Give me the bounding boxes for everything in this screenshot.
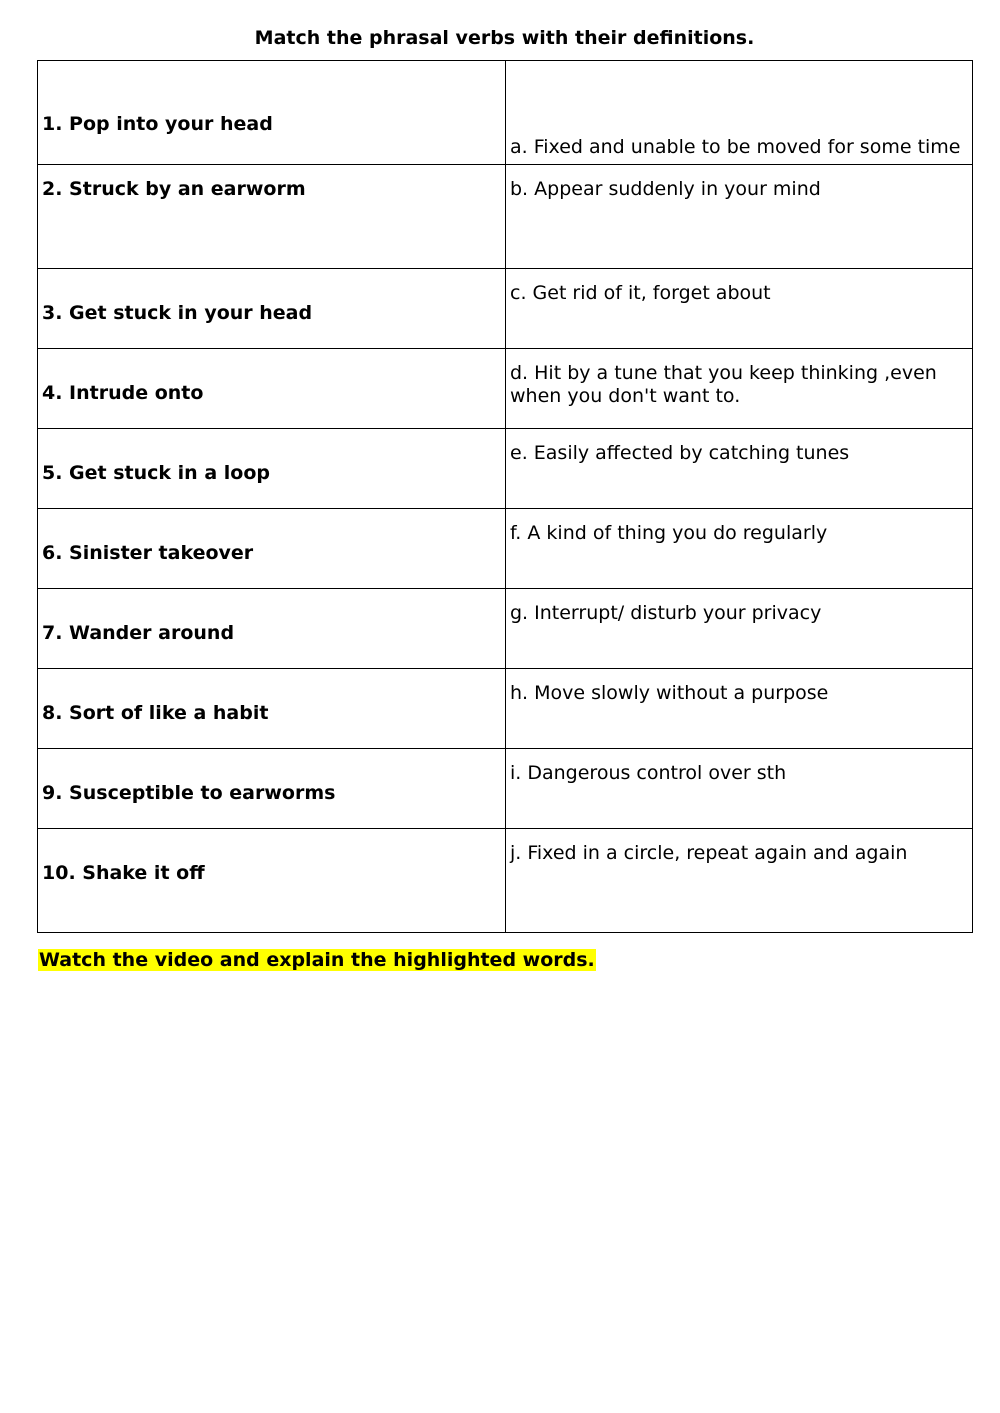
phrasal-verb-cell: 1. Pop into your head [38,61,506,165]
table-row [38,165,973,269]
phrasal-verb-cell: 8. Sort of like a habit [38,669,506,749]
table-row [38,509,973,589]
phrasal-verb-cell: 5. Get stuck in a loop [38,429,506,509]
highlighted-instruction [38,947,596,973]
definition-cell: c. Get rid of it, forget about [506,269,973,349]
instruction-text: Watch the video and explain the highlighted words. [39,949,595,971]
phrasal-verb-cell: 6. Sinister takeover [38,509,506,589]
table-row [38,61,973,165]
table-row [38,349,973,429]
definition-cell: b. Appear suddenly in your mind [506,165,973,269]
table-row [38,589,973,669]
phrasal-verb-cell: 10. Shake it off [38,829,506,933]
table-row [38,429,973,509]
definition-cell: g. Interrupt/ disturb your privacy [506,589,973,669]
definition-cell: j. Fixed in a circle, repeat again and again [506,829,973,933]
matching-table [37,60,973,933]
phrasal-verb-cell: 9. Susceptible to earworms [38,749,506,829]
phrasal-verb-cell: 3. Get stuck in your head [38,269,506,349]
definition-cell: f. A kind of thing you do regularly [506,509,973,589]
phrasal-verb-cell: 2. Struck by an earworm [38,165,506,269]
definition-cell: i. Dangerous control over sth [506,749,973,829]
table-row [38,749,973,829]
definition-cell: d. Hit by a tune that you keep thinking ,even when you don't want to. [506,349,973,429]
worksheet-title: Match the phrasal verbs with their definitions. [254,27,755,49]
table-row [38,829,973,933]
definition-cell: h. Move slowly without a purpose [506,669,973,749]
definition-cell: a. Fixed and unable to be moved for some time [506,61,973,165]
phrasal-verb-cell: 7. Wander around [38,589,506,669]
table-row [38,669,973,749]
phrasal-verb-cell: 4. Intrude onto [38,349,506,429]
definition-cell: e. Easily affected by catching tunes [506,429,973,509]
table-row [38,269,973,349]
